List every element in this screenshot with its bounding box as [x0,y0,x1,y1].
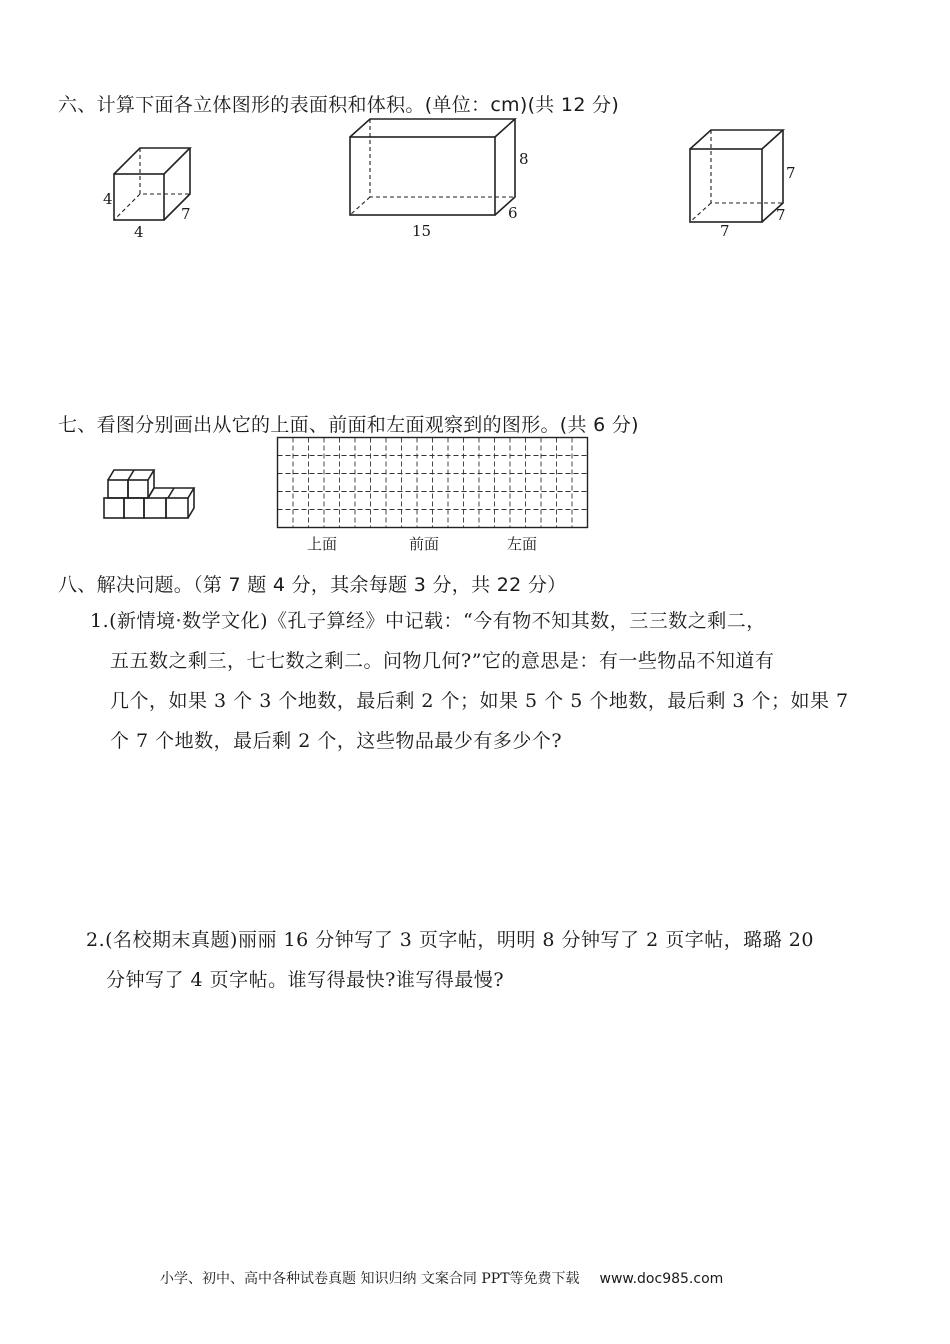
cube-height-label: 7 [786,164,796,182]
cube-front-face [690,149,762,222]
stacked-cubes-figure [100,462,205,524]
small-cuboid-figure [100,140,210,240]
problem-1-line-2: 五五数之剩三，七七数之剩二。问物几何?”它的意思是：有一些物品不知道有 [110,650,775,672]
section-8-heading: 八、解决问题。（第 7 题 4 分，其余每题 3 分，共 22 分） [58,574,567,596]
grid-caption-front: 前面 [409,535,440,553]
problem-2-line-1: 2.(名校期末真题)丽丽 16 分钟写了 3 页字帖，明明 8 分钟写了 2 页字帖，璐璐 20 [86,929,814,951]
small-cuboid-width-label: 4 [134,223,144,241]
problem-2 [86,920,814,1000]
problem-1-line-4: 个 7 个地数，最后剩 2 个，这些物品最少有多少个? [110,730,563,752]
footer-text: 小学、初中、高中各种试卷真题 知识归纳 文案合同 PPT等免费下载 [160,1271,580,1287]
problem-1-line-3: 几个，如果 3 个 3 个地数，最后剩 2 个；如果 5 个 5 个地数，最后剩 3 个；如果 7 [110,690,849,712]
small-cuboid-top-face [114,148,190,174]
problem-1 [90,601,849,761]
small-cuboid-height-label: 4 [103,190,113,208]
grid-caption-left: 左面 [507,535,538,553]
answer-grid[interactable] [277,437,589,529]
large-cuboid-hidden-edges [370,119,515,197]
problem-1-line-1: 1.(新情境·数学文化)《孔子算经》中记载：“今有物不知其数，三三数之剩二， [90,610,766,632]
problem-2-line-2: 分钟写了 4 页字帖。谁写得最快?谁写得最慢? [106,969,505,991]
large-cuboid-height-label: 8 [519,150,529,168]
footer [160,1268,723,1288]
large-cuboid-figure [345,115,525,220]
section-7-heading: 七、看图分别画出从它的上面、前面和左面观察到的图形。(共 6 分) [58,414,639,436]
large-cuboid-top-face [350,119,515,137]
large-cuboid-width-label: 15 [412,222,432,240]
large-cuboid-depth-label: 6 [508,204,518,222]
cube-width-label: 7 [720,222,730,240]
cube-top-face [690,130,783,149]
large-cuboid-front-face [350,137,495,215]
cube-figure [685,125,790,230]
small-cuboid-front-face [114,174,164,220]
footer-url[interactable]: www.doc985.com [599,1271,724,1287]
cube-depth-label: 7 [776,206,786,224]
small-cuboid-depth-label: 7 [181,205,191,223]
section-6-heading: 六、计算下面各立体图形的表面积和体积。(单位：cm)(共 12 分) [58,94,620,116]
cube-hidden-edges [711,130,783,203]
grid-caption-top: 上面 [307,535,338,553]
